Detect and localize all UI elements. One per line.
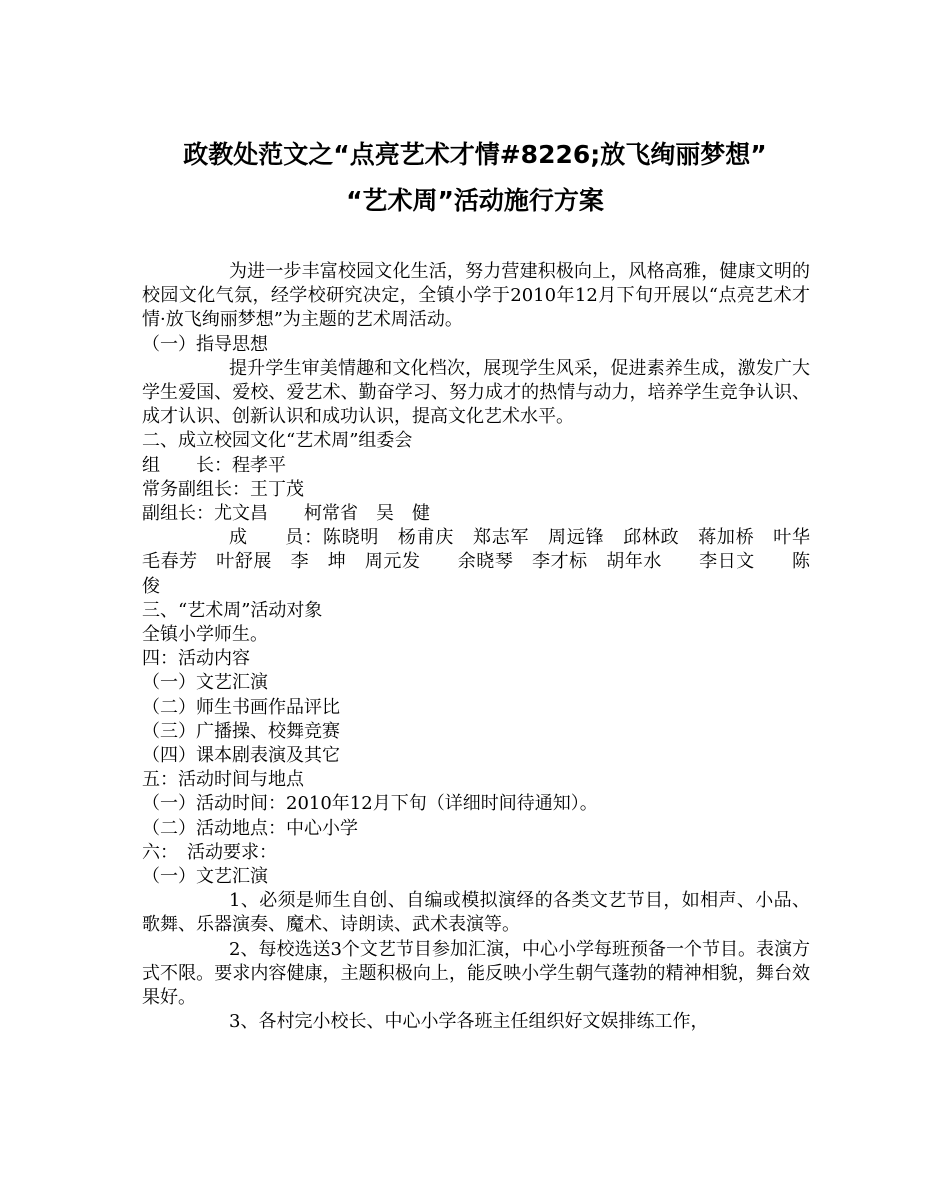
section-heading: 四：活动内容 bbox=[142, 648, 250, 670]
section-heading: 二、成立校园文化“艺术周”组委会 bbox=[142, 430, 413, 452]
intro-paragraph: 为进一步丰富校园文化生活，努力营建积极向上，风格高雅，健康文明的校园文化气氛，经学校研究决定，全镇小学于2010年12月下旬开展以“点亮艺术才情·放飞绚丽梦想”为主题的艺术周活动。 bbox=[142, 261, 810, 331]
list-item: （四）课本剧表演及其它 bbox=[142, 745, 340, 767]
list-item: （一）文艺汇演 bbox=[142, 672, 268, 694]
list-item: （一）文艺汇演 bbox=[142, 866, 268, 888]
list-item: （一）活动时间：2010年12月下旬（详细时间待通知）。 bbox=[142, 793, 598, 815]
committee-deputies: 副组长：尤文昌 柯常省 吴 健 bbox=[142, 503, 430, 525]
list-item: （三）广播操、校舞竞赛 bbox=[142, 720, 340, 742]
committee-leader: 组 长：程孝平 bbox=[142, 454, 286, 476]
committee-members: 成 员：陈晓明 杨甫庆 郑志军 周远锋 邱林政 蒋加桥 叶华 毛春芳 叶舒展 李 坤 周元发 余晓琴 李才标 胡年水 李日文 陈 俊 bbox=[142, 527, 828, 597]
requirement-paragraph: 2、每校选送3个文艺节目参加汇演，中心小学每班预备一个节目。表演方式不限。要求内容健康，主题积极向上，能反映小学生朝气蓬勃的精神相貌，舞台效果好。 bbox=[142, 938, 810, 1009]
guiding-paragraph: 提升学生审美情趣和文化档次，展现学生风采，促进素养生成，激发广大学生爱国、爱校、爱艺术、勤奋学习、努力成才的热情与动力，培养学生竞争认识、成才认识、创新认识和成功认识，提高文化艺术水平。 bbox=[142, 357, 810, 428]
document-subtitle: “艺术周”活动施行方案 bbox=[346, 186, 604, 215]
section-heading: （一）指导思想 bbox=[142, 333, 268, 355]
section-heading: 五：活动时间与地点 bbox=[142, 769, 304, 791]
document-body bbox=[142, 260, 828, 1035]
section-heading: 六： 活动要求： bbox=[142, 841, 277, 863]
requirement-paragraph: 3、各村完小校长、中心小学各班主任组织好文娱排练工作， bbox=[229, 1011, 709, 1033]
committee-exec-deputy: 常务副组长：王丁茂 bbox=[142, 478, 304, 500]
requirement-paragraph: 1、必须是师生自创、自编或模拟演绎的各类文艺节目，如相声、小品、歌舞、乐器演奏、魔术、诗朗读、武术表演等。 bbox=[142, 890, 810, 936]
list-item: （二）师生书画作品评比 bbox=[142, 696, 340, 718]
document-title: 政教处范文之“点亮艺术才情#8226;放飞绚丽梦想” bbox=[183, 140, 767, 169]
list-item: （二）活动地点：中心小学 bbox=[142, 817, 358, 839]
list-item: 全镇小学师生。 bbox=[142, 624, 268, 646]
section-heading: 三、“艺术周”活动对象 bbox=[142, 599, 323, 621]
